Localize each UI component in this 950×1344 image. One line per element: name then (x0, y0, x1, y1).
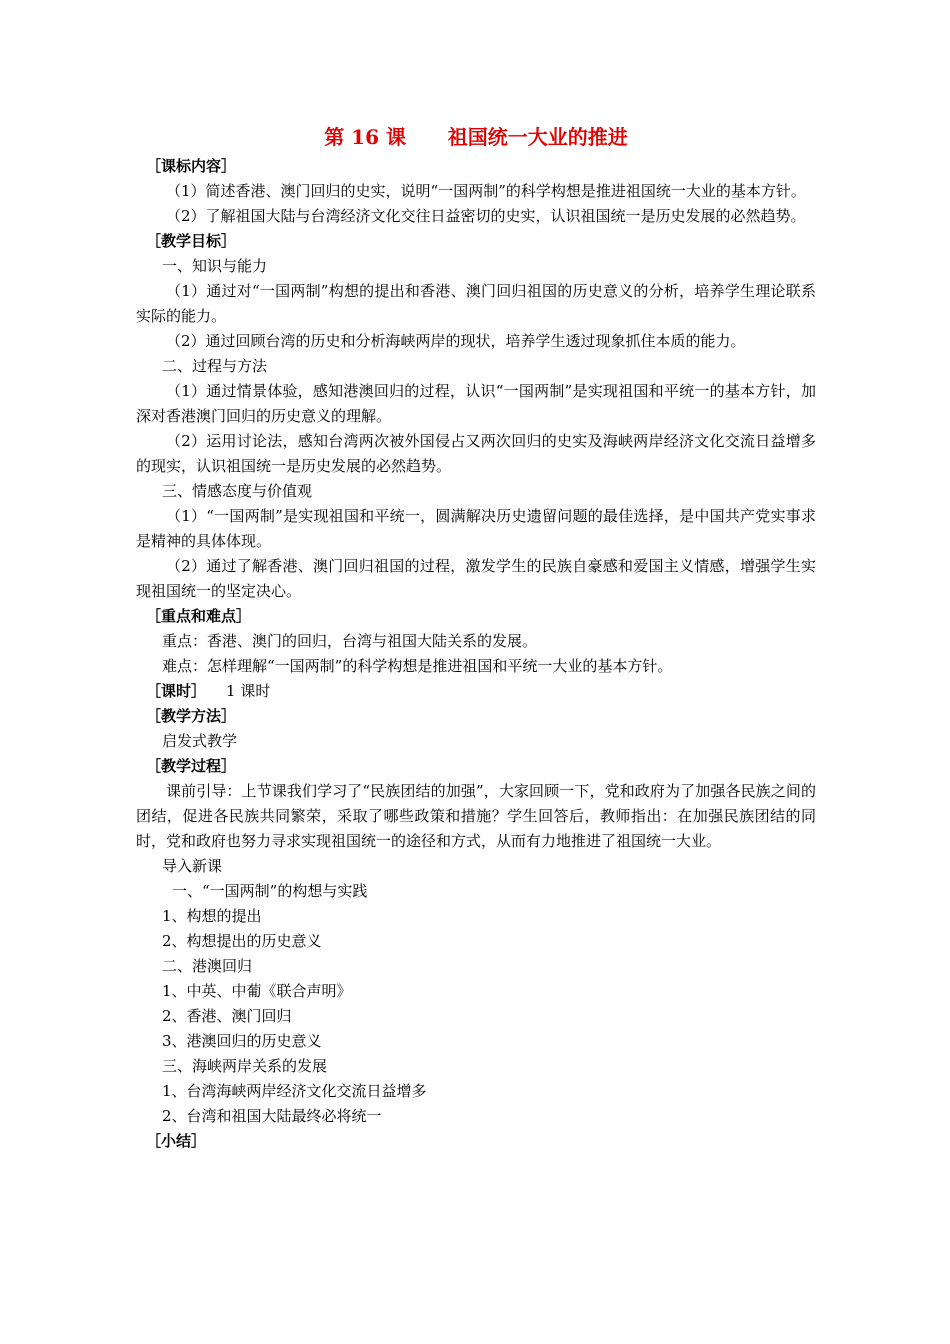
outline-item: 3、港澳回归的历史意义 (162, 1032, 322, 1050)
outline-item: 1、台湾海峡两岸经济文化交流日益增多 (162, 1082, 427, 1100)
zhongdian-text: 重点：香港、澳门的回归，台湾与祖国大陆关系的发展。 (162, 632, 538, 650)
section-heading-fangfa: ［教学方法］ (146, 707, 237, 725)
outline-item: 1、中英、中葡《联合声明》 (162, 982, 352, 1000)
daoru-text: 导入新课 (162, 857, 223, 875)
section-heading-mubiao: ［教学目标］ (146, 232, 237, 250)
outline-item: 2、构想提出的历史意义 (162, 932, 322, 950)
section-heading-guocheng: ［教学过程］ (146, 757, 237, 775)
keshi-label: ［课时］ (146, 682, 207, 700)
outline-item: 1、构想的提出 (162, 907, 262, 925)
outline-item: 2、台湾和祖国大陆最终必将统一 (162, 1107, 382, 1125)
mubiao-subheading-3: 三、情感态度与价值观 (162, 482, 313, 500)
mubiao-item-2-1: （1）通过情景体验，感知港澳回归的过程，认识“一国两制”是实现祖国和平统一的基本方针，加深对香港澳门回归的历史意义的理解。 (136, 382, 816, 425)
mubiao-subheading-1: 一、知识与能力 (162, 257, 268, 275)
guocheng-intro: 课前引导：上节课我们学习了“民族团结的加强”，大家回顾一下，党和政府为了加强各民族之间的团结，促进各民族共同繁荣，采取了哪些政策和措施？学生回答后，教师指出：在加强民族团结的同时，党和政府也努力寻求实现祖国统一的途径和方式，从而有力地推进了祖国统一大业。 (136, 782, 816, 850)
mubiao-item-3-1: （1）“一国两制”是实现祖国和平统一，圆满解决历史遗留问题的最佳选择，是中国共产党实事求是精神的具体体现。 (136, 507, 816, 550)
section-heading-keshi (136, 679, 816, 704)
mubiao-item-1-2: （2）通过回顾台湾的历史和分析海峡两岸的现状，培养学生透过现象抓住本质的能力。 (166, 332, 746, 350)
section-heading-zhongdian: ［重点和难点］ (146, 607, 252, 625)
kebiao-item-2: （2）了解祖国大陆与台湾经济文化交往日益密切的史实，认识祖国统一是历史发展的必然趋势。 (166, 207, 806, 225)
document-page (136, 120, 816, 1154)
outline-item: 三、海峡两岸关系的发展 (162, 1057, 328, 1075)
mubiao-item-1-1: （1）通过对“一国两制”构想的提出和香港、澳门回归祖国的历史意义的分析，培养学生理论联系实际的能力。 (136, 282, 816, 325)
section-heading-kebiao: ［课标内容］ (146, 157, 237, 175)
mubiao-item-2-2: （2）运用讨论法，感知台湾两次被外国侵占又两次回归的史实及海峡两岸经济文化交流日益增多的现实，认识祖国统一是历史发展的必然趋势。 (136, 432, 816, 475)
outline-item: 2、香港、澳门回归 (162, 1007, 292, 1025)
lesson-title: 第 16 课 祖国统一大业的推进 (324, 125, 628, 149)
keshi-value: 1 课时 (226, 682, 271, 700)
kebiao-item-1: （1）简述香港、澳门回归的史实，说明“一国两制”的科学构想是推进祖国统一大业的基本方针。 (166, 182, 806, 200)
mubiao-item-3-2: （2）通过了解香港、澳门回归祖国的过程，激发学生的民族自豪感和爱国主义情感，增强学生实现祖国统一的坚定决心。 (136, 557, 816, 600)
outline-item: 一、“一国两制”的构想与实践 (172, 882, 368, 900)
fangfa-text: 启发式教学 (162, 732, 238, 750)
mubiao-subheading-2: 二、过程与方法 (162, 357, 268, 375)
section-heading-xiaojie: ［小结］ (146, 1132, 207, 1150)
nandian-text: 难点：怎样理解“一国两制”的科学构想是推进祖国和平统一大业的基本方针。 (162, 657, 673, 675)
outline-item: 二、港澳回归 (162, 957, 253, 975)
